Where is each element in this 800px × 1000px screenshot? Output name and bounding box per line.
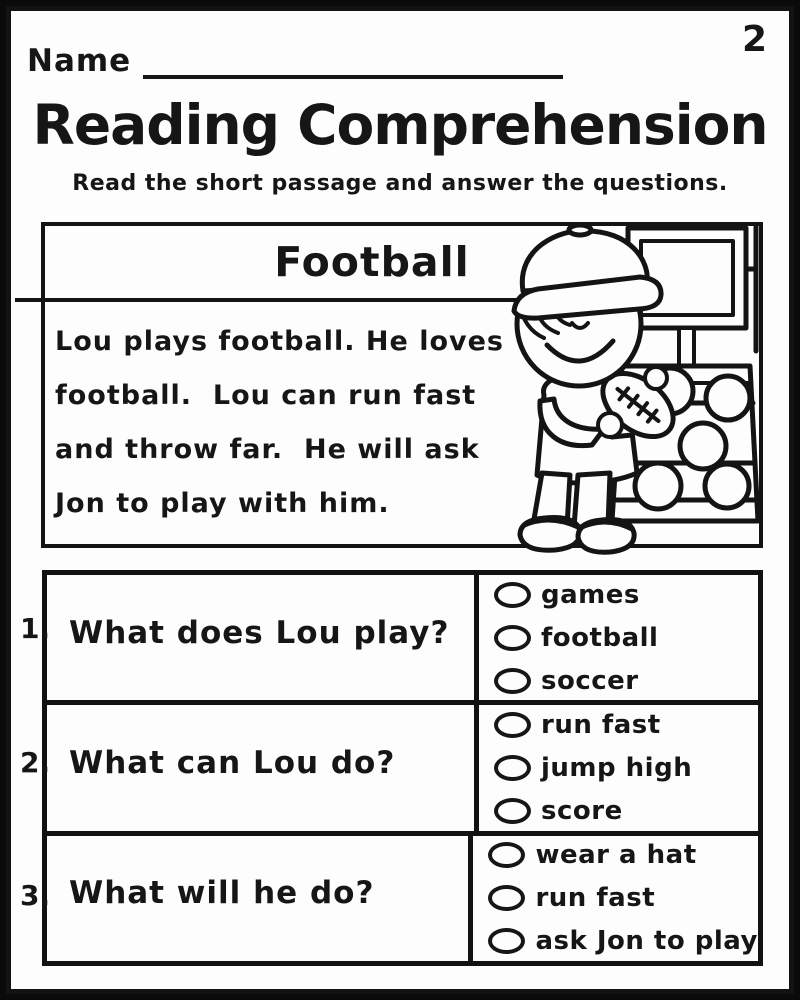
passage-title: Football [15,226,729,302]
answer-bubble[interactable] [494,755,531,781]
rack-ball [705,464,749,508]
option-label: run fast [541,709,661,740]
answer-options [479,575,758,700]
cap-button [569,225,591,235]
question-row [47,705,758,835]
page-title: Reading Comprehension [32,93,768,157]
answer-option[interactable] [494,796,758,826]
question-number: 2. [20,746,51,779]
question-row [47,575,758,705]
rack-ball [680,423,726,469]
boy-football-illustration [500,223,766,567]
boy-hand [645,367,667,389]
boy-hand [598,413,622,437]
question-number: 3. [20,879,51,912]
answer-option[interactable] [488,883,758,913]
option-label: football [541,622,659,653]
answer-bubble[interactable] [494,625,531,651]
name-label: Name [27,43,132,79]
answer-bubble[interactable] [494,798,531,824]
answer-option[interactable] [488,926,758,956]
option-label: wear a hat [535,840,697,871]
answer-option[interactable] [494,753,758,783]
passage-line: Jon to play with him. [55,488,390,519]
passage-line: football. Lou can run fast [55,380,477,411]
worksheet-page [6,6,794,994]
question-row [47,836,758,961]
answer-options [479,705,758,830]
answer-bubble[interactable] [488,885,525,911]
scoreboard-pole [679,328,694,366]
question-text: What can Lou do? [47,705,479,830]
answer-bubble[interactable] [494,668,531,694]
option-label: ask Jon to play [535,926,758,957]
passage-line: Lou plays football. He loves [55,326,504,357]
answer-bubble[interactable] [488,842,525,868]
question-text: What will he do? [47,836,473,961]
answer-options [473,836,758,961]
name-input-line[interactable] [143,41,563,79]
rack-ball [706,376,750,420]
option-label: score [541,795,623,826]
question-number: 1. [20,612,51,645]
option-label: games [541,579,640,610]
question-text: What does Lou play? [47,575,479,700]
answer-bubble[interactable] [494,582,531,608]
answer-bubble[interactable] [494,712,531,738]
page-subtitle: Read the short passage and answer the questions. [72,171,728,196]
answer-option[interactable] [494,623,758,653]
answer-bubble[interactable] [488,928,525,954]
option-label: run fast [535,883,656,914]
answer-option[interactable] [494,580,758,610]
answer-option[interactable] [488,840,758,870]
option-label: jump high [541,752,693,783]
name-row [27,41,563,79]
answer-option[interactable] [494,666,758,696]
passage-line: and throw far. He will ask [55,434,480,465]
answer-option[interactable] [494,710,758,740]
option-label: soccer [541,665,639,696]
rack-ball [635,463,681,509]
questions-table [42,570,763,966]
page-number: 2 [741,19,767,60]
